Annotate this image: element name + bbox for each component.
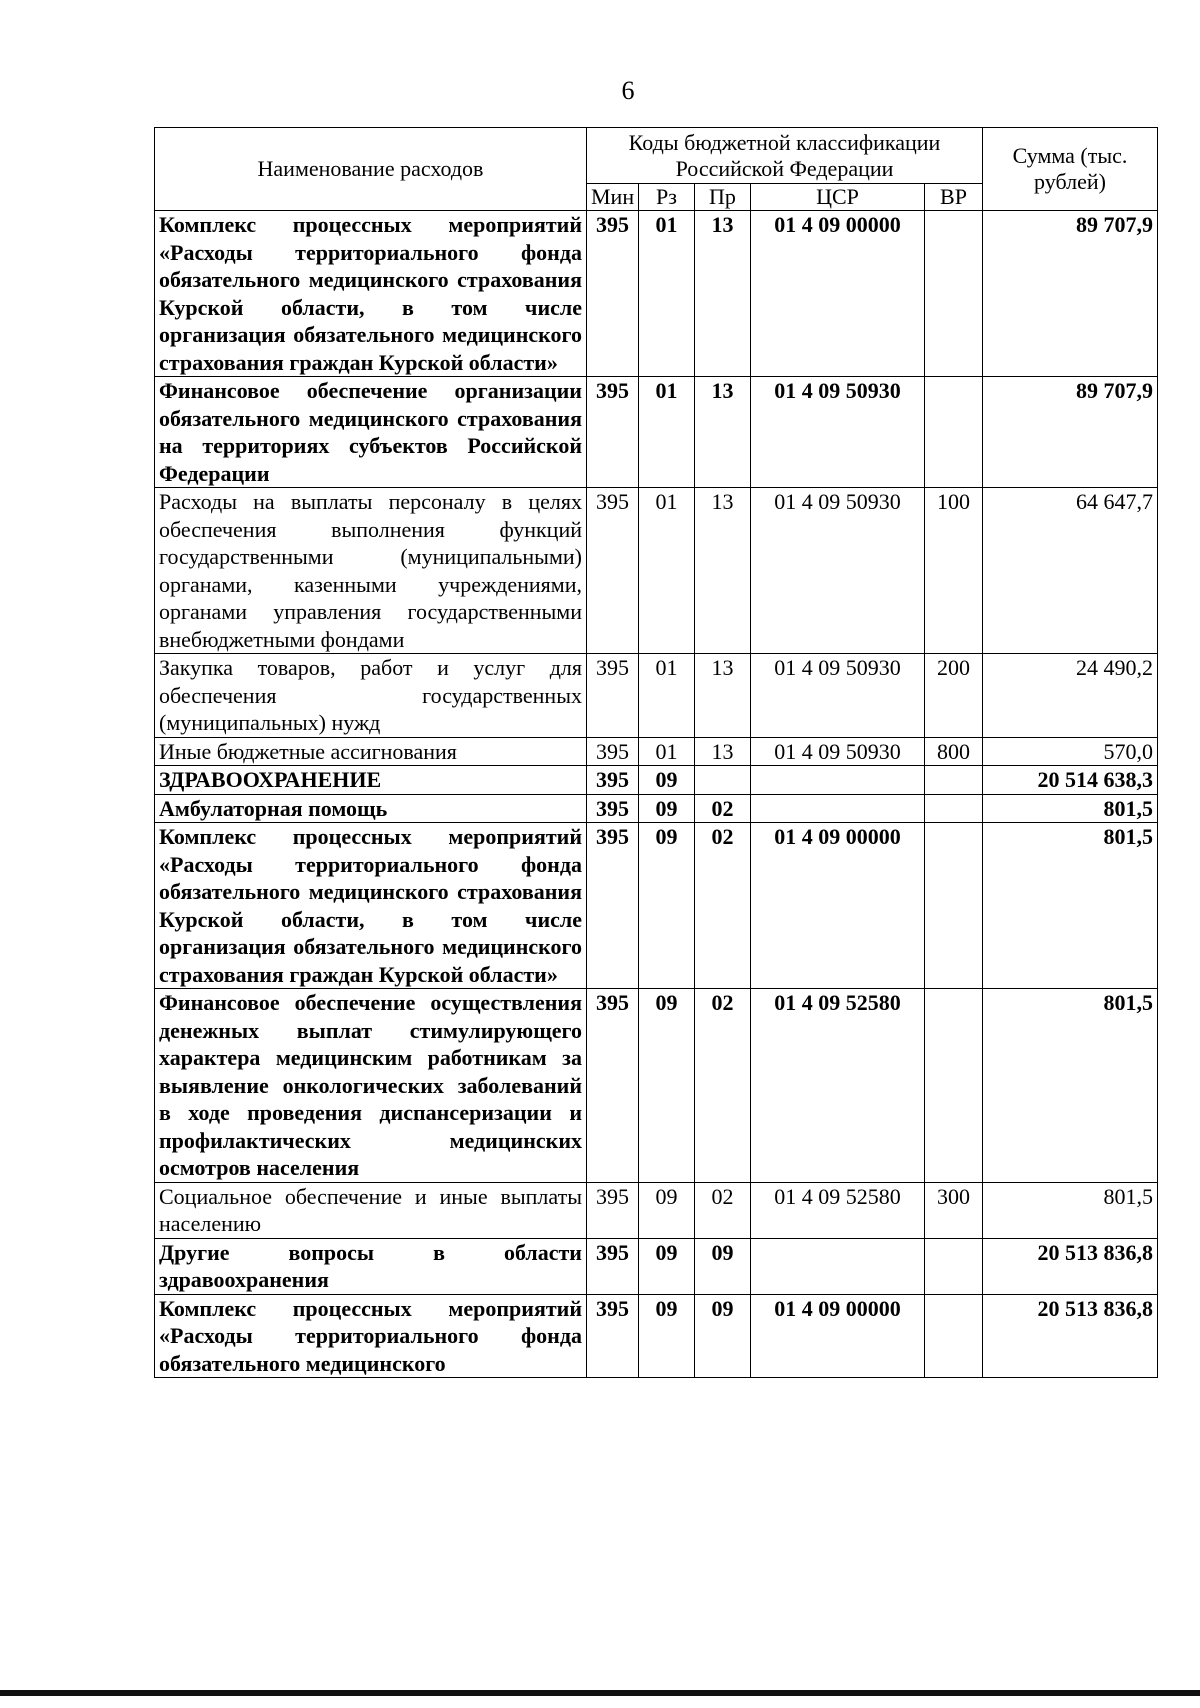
row-rz: 09: [639, 1294, 695, 1378]
row-csr: [751, 766, 925, 795]
row-min: 395: [587, 1294, 639, 1378]
row-sum: 64 647,7: [983, 488, 1158, 654]
row-name: ЗДРАВООХРАНЕНИЕ: [155, 766, 587, 795]
row-min: 395: [587, 823, 639, 989]
row-pr: 13: [695, 737, 751, 766]
row-pr: 13: [695, 488, 751, 654]
row-min: 395: [587, 737, 639, 766]
row-pr: 02: [695, 794, 751, 823]
row-rz: 09: [639, 989, 695, 1183]
header-rz: Рз: [639, 184, 695, 211]
row-pr: 09: [695, 1238, 751, 1294]
row-csr: 01 4 09 00000: [751, 1294, 925, 1378]
row-pr: 13: [695, 377, 751, 488]
row-vr: [925, 211, 983, 377]
row-min: 395: [587, 766, 639, 795]
table-row: [155, 766, 1158, 795]
row-sum: 89 707,9: [983, 211, 1158, 377]
header-pr: Пр: [695, 184, 751, 211]
table-row: [155, 794, 1158, 823]
table-row: [155, 211, 1158, 377]
row-pr: 02: [695, 823, 751, 989]
row-name: Другие вопросы в области здравоохранения: [155, 1238, 587, 1294]
table-row: [155, 1238, 1158, 1294]
row-min: 395: [587, 1182, 639, 1238]
row-csr: 01 4 09 52580: [751, 989, 925, 1183]
row-min: 395: [587, 377, 639, 488]
row-pr: 13: [695, 654, 751, 738]
page-number: 6: [621, 76, 635, 105]
row-sum: 20 513 836,8: [983, 1238, 1158, 1294]
row-sum: 801,5: [983, 794, 1158, 823]
row-csr: 01 4 09 00000: [751, 823, 925, 989]
row-name: Финансовое обеспечение организации обязательного медицинского страхования на территориях субъектов Российской Федерации: [155, 377, 587, 488]
row-name: Комплекс процессных мероприятий «Расходы территориального фонда обязательного медицинского страхования Курской области, в том числе организация обязательного медицинского страхования граждан Курской области»: [155, 211, 587, 377]
row-sum: 570,0: [983, 737, 1158, 766]
row-sum: 24 490,2: [983, 654, 1158, 738]
row-rz: 01: [639, 211, 695, 377]
row-pr: 02: [695, 989, 751, 1183]
table-row: [155, 1294, 1158, 1378]
table-row: [155, 823, 1158, 989]
row-rz: 09: [639, 766, 695, 795]
row-vr: [925, 377, 983, 488]
row-pr: [695, 766, 751, 795]
row-csr: 01 4 09 00000: [751, 211, 925, 377]
header-name: Наименование расходов: [155, 128, 587, 211]
row-sum: 89 707,9: [983, 377, 1158, 488]
table-row: [155, 654, 1158, 738]
table-row: [155, 737, 1158, 766]
table-row: [155, 1182, 1158, 1238]
row-name: Социальное обеспечение и иные выплаты населению: [155, 1182, 587, 1238]
header-sum: Сумма (тыс. рублей): [983, 128, 1158, 211]
row-csr: [751, 1238, 925, 1294]
table-row: [155, 989, 1158, 1183]
row-csr: 01 4 09 50930: [751, 654, 925, 738]
row-sum: 20 513 836,8: [983, 1294, 1158, 1378]
row-name: Расходы на выплаты персоналу в целях обеспечения выполнения функций государственными (муниципальными) органами, казенными учреждениями, органами управления государственными внебюджетными фондами: [155, 488, 587, 654]
row-pr: 09: [695, 1294, 751, 1378]
row-csr: 01 4 09 52580: [751, 1182, 925, 1238]
row-name: Закупка товаров, работ и услуг для обеспечения государственных (муниципальных) нужд: [155, 654, 587, 738]
row-rz: 01: [639, 654, 695, 738]
row-vr: [925, 794, 983, 823]
row-sum: 20 514 638,3: [983, 766, 1158, 795]
budget-table: [154, 127, 1158, 1378]
row-name: Комплекс процессных мероприятий «Расходы территориального фонда обязательного медицинского: [155, 1294, 587, 1378]
row-name: Финансовое обеспечение осуществления денежных выплат стимулирующего характера медицинским работникам за выявление онкологических заболеваний в ходе проведения диспансеризации и профилактических медицинских осмотров населения: [155, 989, 587, 1183]
row-pr: 13: [695, 211, 751, 377]
row-min: 395: [587, 654, 639, 738]
row-sum: 801,5: [983, 823, 1158, 989]
row-vr: 800: [925, 737, 983, 766]
row-vr: [925, 823, 983, 989]
row-rz: 09: [639, 1182, 695, 1238]
row-rz: 01: [639, 488, 695, 654]
table-row: [155, 488, 1158, 654]
row-vr: 300: [925, 1182, 983, 1238]
row-vr: [925, 989, 983, 1183]
scan-edge-line: [0, 1690, 1200, 1696]
row-min: 395: [587, 488, 639, 654]
row-csr: [751, 794, 925, 823]
row-sum: 801,5: [983, 989, 1158, 1183]
row-pr: 02: [695, 1182, 751, 1238]
row-name: Амбулаторная помощь: [155, 794, 587, 823]
row-sum: 801,5: [983, 1182, 1158, 1238]
row-vr: 200: [925, 654, 983, 738]
row-rz: 01: [639, 377, 695, 488]
row-min: 395: [587, 794, 639, 823]
row-vr: 100: [925, 488, 983, 654]
header-vr: ВР: [925, 184, 983, 211]
row-name: Комплекс процессных мероприятий «Расходы территориального фонда обязательного медицинского страхования Курской области, в том числе организация обязательного медицинского страхования граждан Курской области»: [155, 823, 587, 989]
row-rz: 09: [639, 794, 695, 823]
table-row: [155, 377, 1158, 488]
row-min: 395: [587, 989, 639, 1183]
header-csr: ЦСР: [751, 184, 925, 211]
row-min: 395: [587, 1238, 639, 1294]
row-min: 395: [587, 211, 639, 377]
header-codes: Коды бюджетной классификации Российской Федерации: [587, 128, 983, 184]
row-rz: 09: [639, 1238, 695, 1294]
row-rz: 09: [639, 823, 695, 989]
row-csr: 01 4 09 50930: [751, 377, 925, 488]
row-name: Иные бюджетные ассигнования: [155, 737, 587, 766]
header-min: Мин: [587, 184, 639, 211]
row-rz: 01: [639, 737, 695, 766]
row-csr: 01 4 09 50930: [751, 737, 925, 766]
row-vr: [925, 1294, 983, 1378]
row-csr: 01 4 09 50930: [751, 488, 925, 654]
row-vr: [925, 1238, 983, 1294]
row-vr: [925, 766, 983, 795]
